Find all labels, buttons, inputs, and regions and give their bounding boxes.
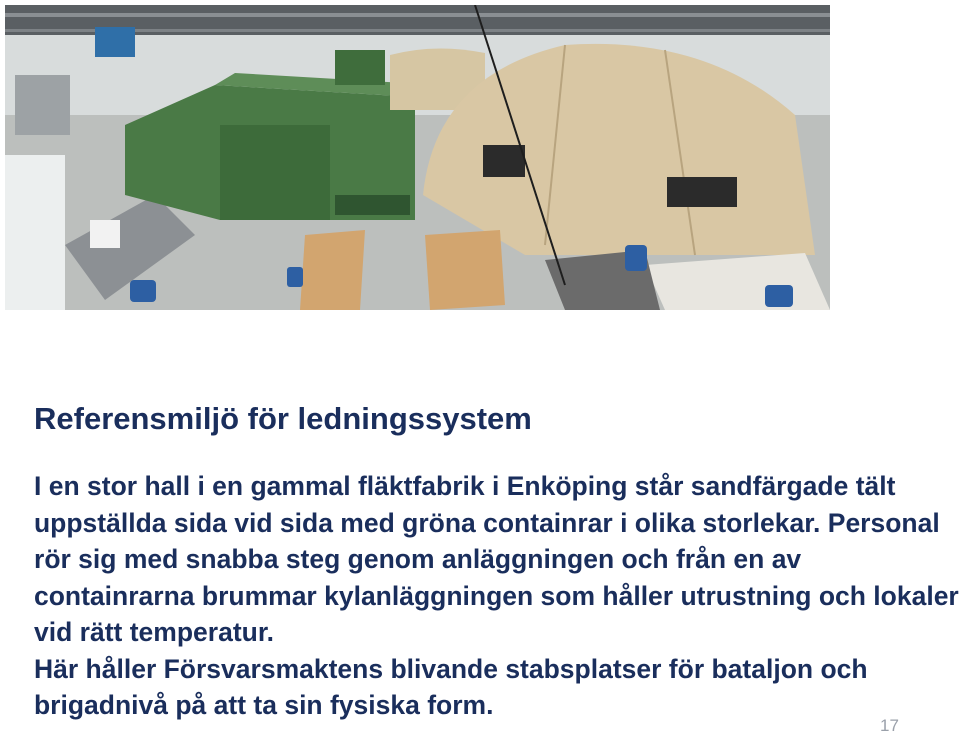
white-cabinet: [5, 155, 65, 310]
blue-chair: [765, 285, 793, 307]
equipment-cases: [335, 195, 410, 215]
wooden-table: [425, 230, 505, 310]
tent-window: [667, 177, 737, 207]
back-container: [335, 50, 385, 85]
blue-panel: [95, 27, 135, 57]
body-paragraph: Här håller Försvarsmaktens blivande stabsplatser för bataljon och brigadnivå på att ta sin fysiska form.: [34, 653, 868, 720]
hall-photo-illustration: [5, 5, 830, 310]
container-front: [220, 125, 330, 220]
slide-number: 17: [880, 716, 899, 735]
slide-title: Referensmiljö för ledningssystem: [34, 401, 532, 436]
body-paragraph: I en stor hall i en gammal fläktfabrik i Enköping står sandfärgade tält uppställda sida vid sida med gröna containrar i olika storlekar. Personal rör sig med snabba steg genom anläggningen och från en av containrarna brummar kylanläggningen som håller utrustning och lokaler vid rätt temperatur.: [34, 471, 959, 647]
tent-window: [483, 145, 525, 177]
blue-chair: [287, 267, 303, 287]
slide-body: [34, 468, 960, 724]
grey-machine: [15, 75, 70, 135]
hall-photo: [5, 5, 830, 310]
wooden-table: [300, 230, 365, 310]
blue-chair: [625, 245, 647, 271]
blue-chair: [130, 280, 156, 302]
ceiling-beam: [5, 13, 830, 17]
poster: [90, 220, 120, 248]
